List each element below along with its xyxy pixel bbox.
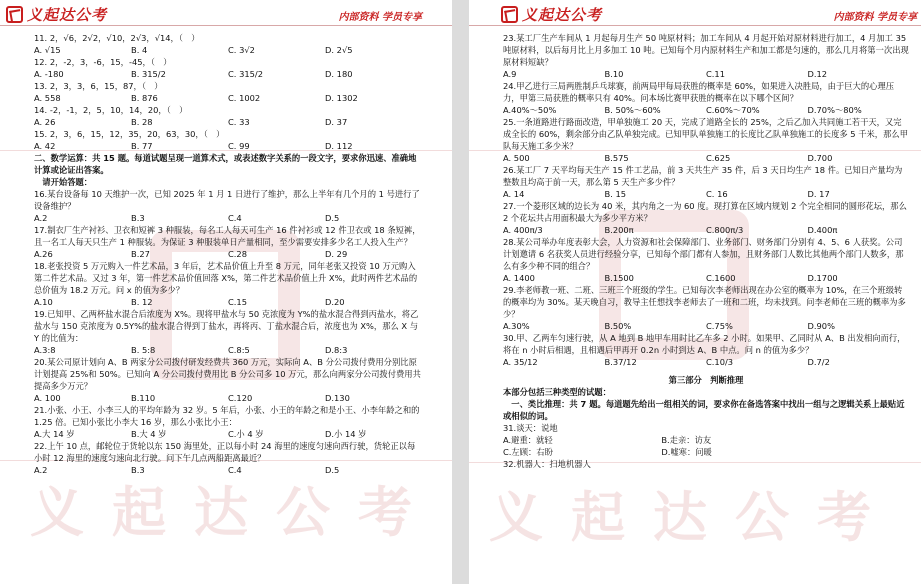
answer-option[interactable]: A. 14 bbox=[503, 189, 525, 199]
answer-options bbox=[34, 344, 422, 356]
answer-option[interactable]: B.1500 bbox=[604, 273, 634, 283]
answer-options bbox=[34, 464, 422, 476]
brand-logo bbox=[501, 4, 602, 25]
page-gap bbox=[452, 0, 469, 584]
answer-option[interactable]: B.3 bbox=[131, 465, 145, 475]
question-text: 32.机器人：扫地机器人 bbox=[503, 459, 591, 469]
question-text: 26.某工厂 7 天平均每天生产 15 件工艺品，前 3 天共生产 35 件，后 3 天日均生产 18 件。已知日产量均为整数且均高于前一天，那么第 5 天生产多少件？ bbox=[503, 165, 903, 187]
answer-option[interactable]: B.大 4 岁 bbox=[131, 429, 167, 439]
instruction-text: 请开始答题： bbox=[34, 177, 93, 187]
answer-options bbox=[34, 248, 422, 260]
logo-text: 义起达公考 bbox=[27, 6, 108, 24]
answer-option[interactable]: A.3:8 bbox=[34, 345, 56, 355]
question-text: 20.某公司原计划向 A、B 两家分公司拨付研发经费共 360 万元，实际向 A、B 分公司拨付费用分别比原计划提高 25%和 50%。已知向 A 分公司拨付费用比 B 分公司多 10 万元，那么向两家分公司拨付费用共提高多少万元？ bbox=[34, 357, 421, 391]
answer-option[interactable]: D. 1302 bbox=[325, 93, 358, 103]
answer-option[interactable]: D.嘘寒：问暖 bbox=[661, 447, 712, 457]
answer-option[interactable]: D.1700 bbox=[807, 273, 838, 283]
answer-option[interactable]: A. 1400 bbox=[503, 273, 535, 283]
answer-options bbox=[503, 272, 909, 284]
answer-option[interactable]: D. 17 bbox=[807, 189, 830, 199]
answer-option[interactable]: B. 12 bbox=[131, 297, 153, 307]
answer-option[interactable]: A. 500 bbox=[503, 153, 530, 163]
answer-option[interactable]: A. 558 bbox=[34, 93, 61, 103]
answer-options bbox=[503, 152, 909, 164]
question-text: 13. 2，3，3，6，15，87，（ ） bbox=[34, 81, 163, 91]
question-text: 19.已知甲、乙两杯盐水混合后浓度为 X%。现将甲盐水与 50 克浓度为 Y%的盐水混合得到丙盐水，将乙盐水与 150 克浓度为 0.5Y%的盐水混合得到丁盐水，再将丙、丁盐水混合后，浓度也为 X%，那么 X 与 Y 的比值为： bbox=[34, 309, 419, 343]
page-content-right bbox=[503, 32, 909, 470]
answer-options bbox=[34, 140, 422, 152]
answer-option[interactable]: C.左顾：右盼 bbox=[503, 447, 553, 457]
answer-option[interactable]: D. 29 bbox=[325, 249, 348, 259]
answer-option[interactable]: B.3 bbox=[131, 213, 145, 223]
answer-options bbox=[34, 92, 422, 104]
answer-option[interactable]: C.11 bbox=[706, 69, 725, 79]
page-header bbox=[469, 0, 921, 26]
answer-option[interactable]: A.30% bbox=[503, 321, 530, 331]
logo-mark-icon bbox=[501, 6, 518, 23]
answer-option[interactable]: D.5 bbox=[325, 465, 340, 475]
logo-mark-icon bbox=[6, 6, 23, 23]
answer-option[interactable]: B.110 bbox=[131, 393, 156, 403]
answer-option[interactable]: A. 400π/3 bbox=[503, 225, 543, 235]
answer-option[interactable]: B. 28 bbox=[131, 117, 153, 127]
answer-options bbox=[503, 104, 909, 116]
answer-option[interactable]: C. 1002 bbox=[228, 93, 261, 103]
answer-option[interactable]: D.90% bbox=[807, 321, 835, 331]
header-tagline: 内部资料 学员专享 bbox=[338, 12, 422, 23]
answer-option[interactable]: C.28 bbox=[228, 249, 247, 259]
answer-option[interactable]: A.大 14 岁 bbox=[34, 429, 75, 439]
answer-options bbox=[503, 188, 909, 200]
answer-option[interactable]: A.40%～50% bbox=[503, 105, 557, 115]
answer-option[interactable]: C. 33 bbox=[228, 117, 250, 127]
answer-options bbox=[34, 428, 422, 440]
answer-option[interactable]: C.4 bbox=[228, 465, 242, 475]
answer-option[interactable]: D.130 bbox=[325, 393, 350, 403]
watermark-text: 义起达公考 bbox=[30, 481, 440, 544]
question-text: 22.上午 10 点，邮轮位于货轮以东 150 海里处，正以每小时 24 海里的速度匀速向西行驶，货轮正以每小时 12 海里的速度匀速向北行驶。问下午几点两船距离最近？ bbox=[34, 441, 416, 463]
answer-options bbox=[503, 68, 909, 80]
answer-option[interactable]: D.7/2 bbox=[807, 357, 830, 367]
answer-option[interactable]: D.20 bbox=[325, 297, 345, 307]
answer-option[interactable]: A.避重：就轻 bbox=[503, 435, 553, 445]
answer-options bbox=[34, 392, 422, 404]
answer-options bbox=[503, 446, 820, 458]
answer-option[interactable]: A.26 bbox=[34, 249, 53, 259]
document-page-right[interactable] bbox=[469, 0, 921, 584]
header-tagline: 内部资料 学员专享 bbox=[833, 12, 917, 23]
answer-option[interactable]: C. 16 bbox=[706, 189, 728, 199]
answer-options bbox=[34, 44, 422, 56]
page-content-left bbox=[34, 32, 422, 476]
answer-option[interactable]: D.小 14 岁 bbox=[325, 429, 367, 439]
answer-option[interactable]: B. 4 bbox=[131, 45, 148, 55]
answer-option[interactable]: D.8:3 bbox=[325, 345, 348, 355]
answer-options bbox=[34, 68, 422, 80]
section-title: 第三部分 判断推理 bbox=[668, 375, 744, 385]
answer-options bbox=[34, 212, 422, 224]
answer-options bbox=[34, 296, 422, 308]
answer-option[interactable]: B.10 bbox=[604, 69, 624, 79]
question-text: 30.甲、乙两车匀速行驶，从 A 地到 B 地甲车用时比乙车多 2 小时。如果甲、乙同时从 A、B 出发相向而行，将在 n 小时后相遇，且相遇后甲再开 0.2n 小时到达 A、B 中点。问 n 的值为多少？ bbox=[503, 333, 906, 355]
question-text: 24.甲乙进行三局两胜制乒乓球赛，前两局甲每局获胜的概率是 60%，如果进入决胜局，由于巨大的心理压力，甲第三局获胜的概率只有 40%。问本场比赛甲获胜的概率在以下哪个区间？ bbox=[503, 81, 895, 103]
answer-option[interactable]: A. 42 bbox=[34, 141, 56, 151]
instruction-text: 二、数学运算：共 15 题。每道试题呈现一道算术式，或表述数字关系的一段文字，要求你迅速、准确地计算或论证出答案。 bbox=[34, 153, 417, 175]
watermark-text: 义起达公考 bbox=[489, 486, 899, 549]
answer-option[interactable]: C.8:5 bbox=[228, 345, 250, 355]
brand-logo bbox=[6, 4, 107, 25]
answer-option[interactable]: C. 315/2 bbox=[228, 69, 263, 79]
document-page-left[interactable] bbox=[0, 0, 452, 584]
answer-option[interactable]: B. 50%～60% bbox=[604, 105, 661, 115]
answer-option[interactable]: C.1600 bbox=[706, 273, 736, 283]
page-header bbox=[0, 0, 452, 26]
answer-option[interactable]: B. 5:8 bbox=[131, 345, 156, 355]
question-text: 15. 2，3，6，15，12，35，20，63，30，（ ） bbox=[34, 129, 225, 139]
question-text: 14. -2，-1，2，5，10，14，20，（ ） bbox=[34, 105, 188, 115]
question-text: 27.一个菱形区域的边长为 40 米，其内角之一为 60 度。现打算在区域内规划 2 个完全相同的圆形花坛，那么 2 个花坛共占用面积最大为多少平方米？ bbox=[503, 201, 907, 223]
question-text: 29.李老师教一班、二班、三班三个班级的学生。已知每次李老师出现在办公室的概率为 10%，在三个班级转的概率均为 30%。某天晚自习，教导主任想找李老师去了一班和二班，均未找到。问李老师在三班的概率为多少？ bbox=[503, 285, 906, 319]
answer-option[interactable]: C.625 bbox=[706, 153, 731, 163]
answer-option[interactable]: A.2 bbox=[34, 465, 48, 475]
answer-options bbox=[503, 320, 909, 332]
answer-option[interactable]: D. 37 bbox=[325, 117, 348, 127]
answer-option[interactable]: B.200π bbox=[604, 225, 634, 235]
answer-option[interactable]: D. 112 bbox=[325, 141, 353, 151]
question-text: 23.某工厂生产车间从 1 月起每月生产 50 吨原材料；加工车间从 4 月起开始对原材料进行加工，4 月加工 35 吨原材料，以后每月比上月多加工 10 吨。已知每个月内原材料生产和加工都是匀速的，那么几月将第一次出现原材料短缺？ bbox=[503, 33, 909, 67]
question-text: 11. 2，√6，2√2，√10，2√3，√14，（ ） bbox=[34, 33, 200, 43]
answer-option[interactable]: B. 876 bbox=[131, 93, 158, 103]
answer-option[interactable]: C.15 bbox=[228, 297, 247, 307]
instruction-text: 本部分包括三种类型的试题： bbox=[503, 387, 611, 397]
answer-option[interactable]: A. 35/12 bbox=[503, 357, 538, 367]
answer-option[interactable]: D.12 bbox=[807, 69, 828, 79]
answer-option[interactable]: A.9 bbox=[503, 69, 517, 79]
answer-options bbox=[503, 434, 820, 446]
question-text: 16.某台设备每 10 天维护一次，已知 2025 年 1 月 1 日进行了维护，那么上半年有几个月的 1 号进行了设备维护？ bbox=[34, 189, 420, 211]
answer-options bbox=[503, 356, 909, 368]
answer-option[interactable]: C.4 bbox=[228, 213, 242, 223]
answer-option[interactable]: B.50% bbox=[604, 321, 632, 331]
answer-option[interactable]: D.700 bbox=[807, 153, 833, 163]
instruction-text: 一、类比推理：共 7 题。每道题先给出一组相关的词，要求你在备选答案中找出一组与之逻辑关系上最贴近或相似的词。 bbox=[503, 399, 905, 421]
question-text: 28.某公司举办年度表彰大会，人力资源和社会保障部门、业务部门、财务部门分别有 4、5、6 人获奖。公司计划邀请 6 名获奖人员进行经验分享，已知每个部门都有人参加，且财务部门人数比其他两个部门人数多，那么有多少种不同的组合？ bbox=[503, 237, 904, 271]
answer-option[interactable]: D. 180 bbox=[325, 69, 353, 79]
answer-option[interactable]: C.60%～70% bbox=[706, 105, 760, 115]
answer-option[interactable]: A. 26 bbox=[34, 117, 56, 127]
answer-option[interactable]: D.400π bbox=[807, 225, 838, 235]
answer-option[interactable]: A. 100 bbox=[34, 393, 61, 403]
answer-option[interactable]: D. 2√5 bbox=[325, 45, 353, 55]
answer-option[interactable]: C.75% bbox=[706, 321, 733, 331]
answer-option[interactable]: A. -180 bbox=[34, 69, 64, 79]
answer-option[interactable]: C. 3√2 bbox=[228, 45, 255, 55]
answer-option[interactable]: B.走亲：访友 bbox=[661, 435, 712, 445]
question-text: 25.一条道路进行路面改造，甲单独施工 20 天，完成了道路全长的 25%，之后乙加入共同施工若干天，又完成全长的 60%，剩余部分由乙队单独完成。已知甲队单独施工的长度比乙队单独施工的长度多 5 千米，那么甲队每天施工多少米？ bbox=[503, 117, 908, 151]
question-text: 18.老张投资 5 万元购入一件艺术品，3 年后，艺术品价值上升至 8 万元，同年老张又投资 10 万元购入第二件艺术品。又过 3 年，第一件艺术品价值回落 X%，第二件艺术品价值上升 X%，此时两件艺术品的总价值为 18.2 万元。问 x 的值为多少？ bbox=[34, 261, 418, 295]
answer-option[interactable]: B. 315/2 bbox=[131, 69, 166, 79]
answer-option[interactable]: B.575 bbox=[604, 153, 629, 163]
answer-option[interactable]: C.120 bbox=[228, 393, 253, 403]
answer-option[interactable]: C.小 4 岁 bbox=[228, 429, 264, 439]
question-text: 31.谈天：说地 bbox=[503, 423, 558, 433]
answer-option[interactable]: C.10/3 bbox=[706, 357, 734, 367]
question-text: 12. 2，-2，3，-6，15，-45，（ ） bbox=[34, 57, 172, 67]
answer-option[interactable]: C. 99 bbox=[228, 141, 250, 151]
answer-option[interactable]: B. 77 bbox=[131, 141, 153, 151]
logo-text: 义起达公考 bbox=[522, 6, 603, 24]
answer-option[interactable]: D.5 bbox=[325, 213, 340, 223]
answer-option[interactable]: B.37/12 bbox=[604, 357, 637, 367]
question-text: 21.小张、小王、小李三人的平均年龄为 32 岁。5 年后，小张、小王的年龄之和是小王、小李年龄之和的 1.25 倍。已知小张比小李大 16 岁，那么小张比小王： bbox=[34, 405, 420, 427]
answer-option[interactable]: A. √15 bbox=[34, 45, 61, 55]
answer-option[interactable]: B. 15 bbox=[604, 189, 627, 199]
answer-option[interactable]: D.70%～80% bbox=[807, 105, 862, 115]
answer-option[interactable]: B.27 bbox=[131, 249, 150, 259]
answer-options bbox=[34, 116, 422, 128]
answer-options bbox=[503, 224, 909, 236]
answer-option[interactable]: A.2 bbox=[34, 213, 48, 223]
answer-option[interactable]: C.800π/3 bbox=[706, 225, 744, 235]
question-text: 17.制衣厂生产衬衫、卫衣和短裤 3 种服装，每名工人每天可生产 16 件衬衫或 12 件卫衣或 18 条短裤，且一名工人每天只生产 1 种服装。为保证 3 种服装单日产量相同，至少需要安排多少名工人投入生产？ bbox=[34, 225, 421, 247]
answer-option[interactable]: A.10 bbox=[34, 297, 53, 307]
